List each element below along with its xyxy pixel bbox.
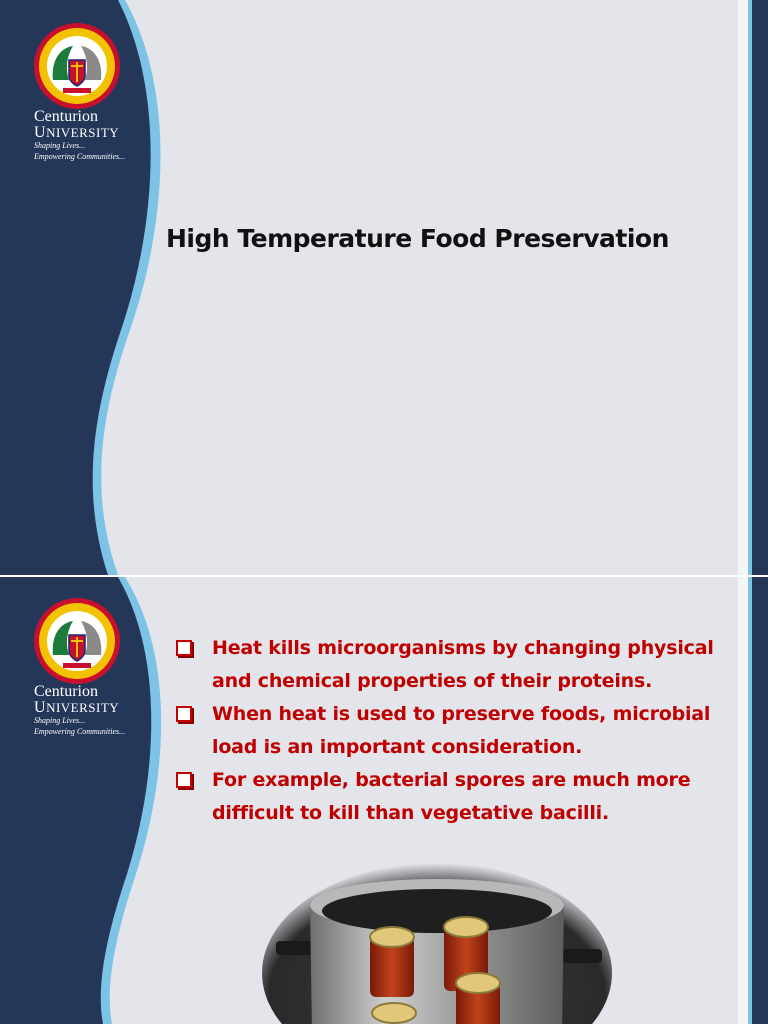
brand-block: [34, 683, 125, 737]
slide-title: High Temperature Food Preservation: [166, 224, 669, 253]
bullet-text: When heat is used to preserve foods, microbial load is an important consideration.: [212, 703, 711, 758]
right-edge-bar: [738, 0, 768, 575]
brand-name-line2: [34, 125, 125, 140]
content-slide: [0, 577, 768, 1024]
brand-name-line1: Centurion: [34, 108, 98, 125]
bullet-text: Heat kills microorganisms by changing physical and chemical properties of their proteins.: [212, 637, 714, 692]
checkbox-bullet-icon: [176, 640, 192, 656]
brand-name-line2: [34, 700, 125, 715]
right-edge-bar: [738, 577, 768, 1024]
brand-name-rest: NIVERSITY: [46, 700, 120, 715]
brand-name-initial: U: [34, 699, 47, 716]
brand-name-line1: Centurion: [34, 683, 98, 700]
brand-tagline-2: Empowering Communities...: [34, 152, 126, 161]
brand-name-initial: U: [34, 124, 47, 141]
pressure-cooker-photo: [262, 863, 612, 1024]
brand-tagline-1: Shaping Lives...: [34, 141, 86, 150]
university-seal-icon: [33, 597, 121, 685]
bullet-item: [176, 764, 746, 830]
brand-name-rest: NIVERSITY: [46, 125, 120, 140]
bullet-list: [176, 632, 746, 830]
bullet-item: [176, 698, 746, 764]
checkbox-bullet-icon: [176, 772, 192, 788]
brand-block: [34, 108, 125, 162]
bullet-item: [176, 632, 746, 698]
university-seal-icon: [33, 22, 121, 110]
brand-tagline-2: Empowering Communities...: [34, 727, 126, 736]
brand-tagline-1: Shaping Lives...: [34, 716, 86, 725]
checkbox-bullet-icon: [176, 706, 192, 722]
bullet-text: For example, bacterial spores are much more difficult to kill than vegetative bacilli.: [212, 769, 691, 824]
